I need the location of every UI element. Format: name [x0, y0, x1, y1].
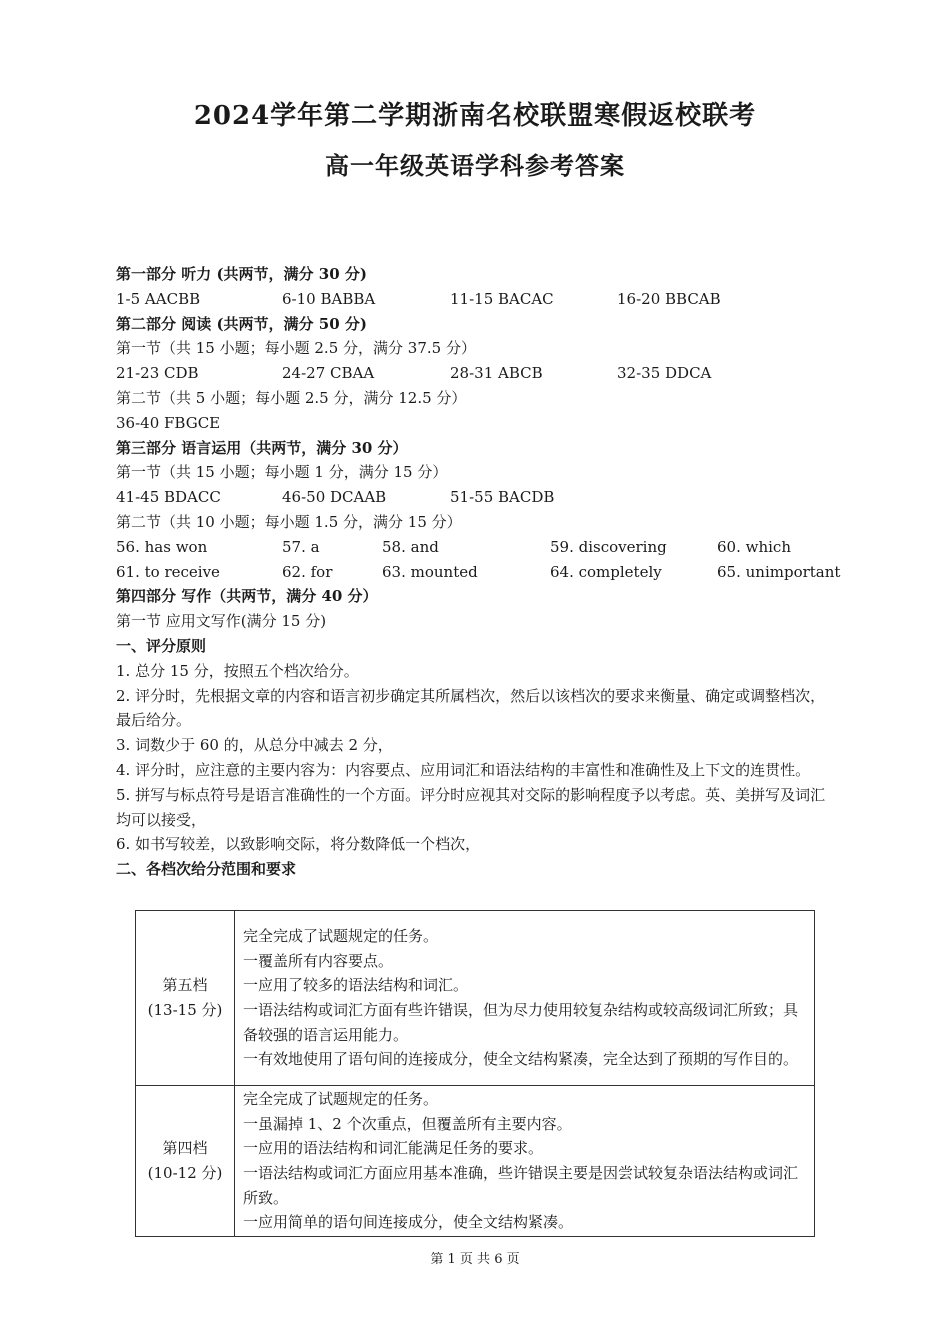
grade-description-cell: [235, 1086, 815, 1237]
grade-requirement: 一语法结构或词汇方面有些许错误，但为尽力使用较复杂结构或较高级词汇所致；具备较强的语言运用能力。: [243, 1001, 799, 1044]
part3-fill-row-1: [116, 535, 838, 560]
grade-name: 第五档: [162, 976, 208, 995]
grade-requirement: 一应用简单的语句间连接成分，使全文结构紧凑。: [243, 1213, 574, 1232]
document-subtitle: 高一年级英语学科参考答案: [325, 151, 625, 180]
grade-requirement: 一覆盖所有内容要点。: [243, 951, 394, 970]
part2-section2-answers: 36-40 FBGCE: [116, 413, 221, 432]
part3-fill-row-2: [116, 560, 841, 585]
grades-heading: 二、各档次给分范围和要求: [116, 860, 297, 879]
answer-group: 51-55 BACDB: [450, 488, 555, 507]
part1-answer-row: [116, 287, 838, 312]
grade-range: (13-15 分): [147, 1001, 223, 1019]
fill-answer: 58. and: [382, 537, 439, 556]
part2-section2-heading: 第二节（共 5 小题；每小题 2.5 分，满分 12.5 分）: [116, 388, 467, 407]
part3-heading: 第三部分 语言运用（共两节，满分 30 分）: [116, 438, 408, 457]
answer-group: 16-20 BBCAB: [617, 289, 721, 308]
answer-content: [116, 262, 841, 882]
grade-label-cell: [136, 911, 235, 1086]
fill-answer: 61. to receive: [116, 562, 220, 581]
grade-name: 第四档: [162, 1139, 208, 1158]
grade-description-cell: [235, 911, 815, 1086]
fill-answer: 63. mounted: [382, 562, 478, 581]
part2-heading: 第二部分 阅读 (共两节，满分 50 分): [116, 314, 367, 333]
part3-section2-heading: 第二节（共 10 小题；每小题 1.5 分，满分 15 分）: [116, 512, 462, 531]
grade-label-cell: [136, 1086, 235, 1237]
part3-section1-answer-row: [116, 485, 838, 510]
answer-group: 11-15 BACAC: [450, 289, 554, 308]
principle-item: 4. 评分时，应注意的主要内容为：内容要点、应用词汇和语法结构的丰富性和准确性及上下文的连贯性。: [116, 760, 811, 779]
grade-requirement: 一应用了较多的语法结构和词汇。: [243, 976, 469, 995]
grade-requirement: 一有效地使用了语句间的连接成分，使全文结构紧凑，完全达到了预期的写作目的。: [243, 1050, 799, 1069]
grade-row-4: [136, 1086, 815, 1237]
principle-item: 6. 如书写较差，以致影响交际，将分数降低一个档次，: [116, 835, 481, 854]
fill-answer: 60. which: [717, 537, 791, 556]
fill-answer: 57. a: [282, 537, 320, 556]
principle-item: 3. 词数少于 60 的，从总分中减去 2 分，: [116, 736, 393, 755]
answer-group: 6-10 BABBA: [282, 289, 376, 308]
part4-section1-heading: 第一节 应用文写作(满分 15 分): [116, 612, 327, 631]
fill-answer: 65. unimportant: [717, 562, 841, 581]
part2-section1-answer-row: [116, 361, 838, 386]
answer-group: 46-50 DCAAB: [282, 488, 387, 507]
grade-table: [135, 910, 815, 1237]
grade-requirement: 完全完成了试题规定的任务。: [243, 1090, 439, 1109]
document-title: 2024学年第二学期浙南名校联盟寒假返校联考: [193, 101, 757, 131]
principle-item: 2. 评分时，先根据文章的内容和语言初步确定其所属档次，然后以该档次的要求来衡量、确定或调整档次，最后给分。: [116, 686, 826, 730]
grade-row-5: [136, 911, 815, 1086]
principles-heading: 一、评分原则: [116, 636, 207, 655]
principle-item: 5. 拼写与标点符号是语言准确性的一个方面。评分时应视其对交际的影响程度予以考虑。英、美拼写及词汇均可以接受，: [116, 785, 826, 829]
grade-requirement: 完全完成了试题规定的任务。: [243, 927, 439, 946]
grade-requirement: 一虽漏掉 1、2 个次重点，但覆盖所有主要内容。: [243, 1114, 572, 1133]
fill-answer: 56. has won: [116, 537, 208, 556]
part2-section1-heading: 第一节（共 15 小题；每小题 2.5 分，满分 37.5 分）: [116, 339, 476, 358]
part4-heading: 第四部分 写作（共两节，满分 40 分）: [116, 587, 378, 606]
answer-group: 41-45 BDACC: [116, 488, 221, 507]
answer-group: 21-23 CDB: [116, 364, 199, 383]
answer-group: 28-31 ABCB: [450, 364, 543, 383]
answer-group: 32-35 DDCA: [617, 364, 712, 383]
fill-answer: 59. discovering: [550, 537, 667, 556]
page-footer: 第 1 页 共 6 页: [430, 1252, 520, 1267]
grade-requirement: 一应用的语法结构和词汇能满足任务的要求。: [243, 1139, 544, 1158]
answer-group: 24-27 CBAA: [282, 364, 375, 383]
grade-range: (10-12 分): [147, 1164, 223, 1182]
principle-item: 1. 总分 15 分，按照五个档次给分。: [116, 661, 359, 680]
grade-requirement: 一语法结构或词汇方面应用基本准确，些许错误主要是因尝试较复杂语法结构或词汇所致。: [243, 1164, 799, 1207]
part1-heading: 第一部分 听力 (共两节，满分 30 分): [116, 265, 367, 283]
answer-group: 1-5 AACBB: [116, 289, 201, 308]
fill-answer: 64. completely: [550, 562, 662, 581]
part3-section1-heading: 第一节（共 15 小题；每小题 1 分，满分 15 分）: [116, 463, 448, 482]
fill-answer: 62. for: [282, 562, 333, 581]
